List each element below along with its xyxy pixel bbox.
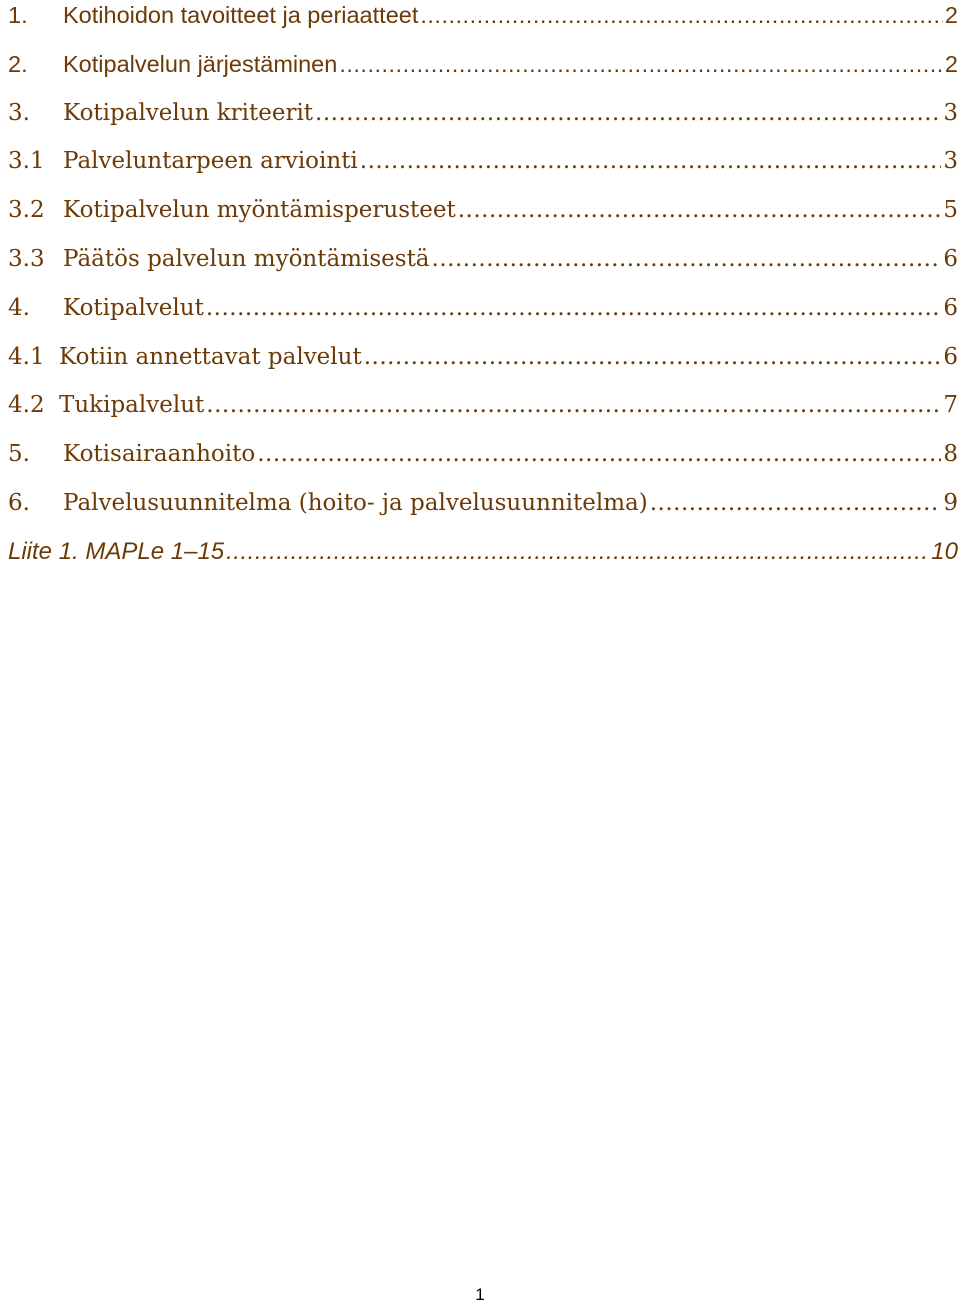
toc-entry-number: 4. [8, 294, 30, 321]
toc-entry-number: 4.1 [8, 343, 45, 370]
toc-entry-page: 6 [943, 245, 958, 272]
toc-entry-label: Päätös palvelun myöntämisestä [63, 245, 430, 272]
toc-leader-dots [650, 488, 942, 518]
toc-entry-number: 3.3 [8, 245, 45, 272]
toc-entry-page: 6 [943, 343, 958, 370]
toc-leader-dots [206, 390, 941, 420]
toc-entry-page: 3 [943, 148, 958, 175]
toc-entry-2[interactable] [8, 49, 958, 98]
toc-entry-3-2[interactable] [8, 195, 958, 244]
table-of-contents [8, 0, 958, 586]
toc-entry-page: 3 [943, 99, 958, 126]
toc-entry-page: 7 [943, 392, 958, 419]
toc-entry-number: 1. [8, 2, 28, 28]
toc-entry-number: 2. [8, 50, 28, 77]
toc-entry-number: 5. [8, 441, 30, 468]
toc-entry-1[interactable] [8, 0, 958, 49]
toc-entry-label: Kotipalvelut [63, 294, 204, 321]
toc-entry-label: Liite 1. MAPLe 1–15 [8, 537, 225, 565]
toc-entry-number: 3.1 [8, 148, 45, 175]
toc-leader-dots [339, 49, 943, 79]
toc-entry-4-1[interactable] [8, 342, 958, 391]
toc-leader-dots [360, 146, 942, 176]
toc-entry-label: Kotiin annettavat palvelut [59, 343, 362, 370]
toc-entry-label: Tukipalvelut [59, 392, 205, 419]
toc-entry-appendix-1[interactable] [8, 537, 958, 586]
toc-entry-page: 2 [944, 2, 958, 28]
toc-entry-page: 8 [943, 441, 958, 468]
toc-entry-number: 4.2 [8, 392, 45, 419]
toc-entry-number: 6. [8, 489, 30, 516]
toc-entry-3-1[interactable] [8, 146, 958, 195]
toc-entry-page: 9 [943, 489, 958, 516]
toc-leader-dots [432, 244, 942, 274]
toc-leader-dots [315, 98, 941, 128]
toc-entry-4[interactable] [8, 293, 958, 342]
toc-entry-label: Kotihoidon tavoitteet ja periaatteet [63, 2, 419, 28]
toc-entry-5[interactable] [8, 439, 958, 488]
toc-entry-label: Kotipalvelun järjestäminen [63, 50, 338, 77]
toc-leader-dots [206, 293, 942, 323]
toc-entry-page: 5 [943, 197, 958, 224]
toc-entry-3-3[interactable] [8, 244, 958, 293]
toc-entry-label: Palvelusuunnitelma (hoito- ja palvelusuunnitelma) [63, 489, 648, 516]
toc-leader-dots [364, 342, 942, 372]
toc-leader-dots [420, 0, 943, 30]
toc-leader-dots [257, 439, 941, 469]
toc-entry-4-2[interactable] [8, 390, 958, 439]
toc-leader-dots [458, 195, 942, 225]
toc-entry-3[interactable] [8, 98, 958, 147]
page-number: 1 [475, 1285, 485, 1304]
toc-entry-label: Kotipalvelun kriteerit [63, 99, 314, 126]
toc-entry-number: 3. [8, 99, 30, 126]
toc-leader-dots [226, 537, 929, 567]
toc-entry-page: 10 [931, 537, 958, 565]
toc-entry-page: 2 [944, 50, 958, 77]
toc-entry-label: Palveluntarpeen arviointi [63, 148, 358, 175]
toc-entry-6[interactable] [8, 488, 958, 537]
toc-entry-page: 6 [943, 294, 958, 321]
toc-entry-number: 3.2 [8, 197, 45, 224]
toc-entry-label: Kotipalvelun myöntämisperusteet [63, 197, 456, 224]
toc-entry-label: Kotisairaanhoito [63, 441, 256, 468]
